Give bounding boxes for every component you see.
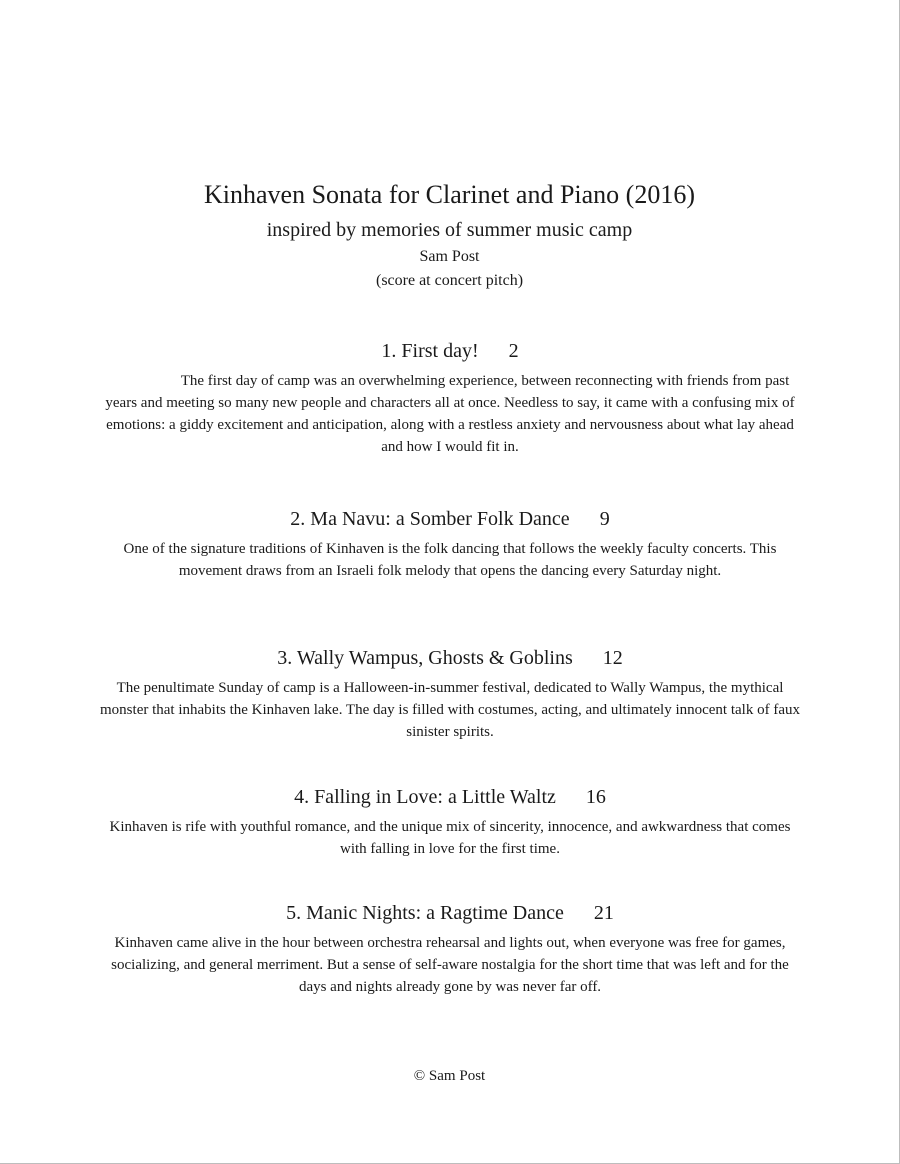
movement-description: The first day of camp was an overwhelming experience, between reconnecting with friends from past years and meeting so many new people and characters all at once. Needless to say, it came with a confusing mix of emotions: a giddy excitement and anticipation, along with a restless anxiety and nervousness about what lay ahead and how I would fit in.	[105, 373, 795, 455]
subtitle: inspired by memories of summer music camp	[266, 219, 633, 241]
movement-description: Kinhaven came alive in the hour between orchestra rehearsal and lights out, when everyone was free for games, socializing, and general merriment. But a sense of self-aware nostalgia for the short time that was left and for the days and nights already gone by was never far off.	[111, 935, 789, 995]
movement-description: One of the signature traditions of Kinhaven is the folk dancing that follows the weekly faculty concerts. This movement draws from an Israeli folk melody that opens the dancing every Saturday night.	[123, 541, 777, 579]
movement-5	[100, 900, 800, 998]
movement-title: 1. First day!	[381, 340, 479, 362]
movement-description: Kinhaven is rife with youthful romance, and the unique mix of sincerity, innocence, and awkwardness that comes with falling in love for the first time.	[109, 819, 791, 857]
movement-page-number: 16	[585, 786, 606, 808]
movement-heading	[100, 784, 800, 810]
page-title: Kinhaven Sonata for Clarinet and Piano (2016)	[204, 180, 695, 209]
pitch-note: (score at concert pitch)	[375, 272, 524, 289]
title-block	[0, 178, 899, 292]
movement-heading	[100, 506, 800, 532]
copyright-notice: © Sam Post	[413, 1068, 486, 1084]
composer-name: Sam Post	[419, 248, 480, 265]
movement-heading	[100, 900, 800, 926]
movement-title: 3. Wally Wampus, Ghosts & Goblins	[277, 647, 573, 669]
movement-heading	[100, 645, 800, 671]
movement-1	[100, 338, 800, 458]
movement-title: 2. Ma Navu: a Somber Folk Dance	[290, 508, 570, 530]
movement-title: 5. Manic Nights: a Ragtime Dance	[286, 902, 564, 924]
movement-page-number: 2	[508, 340, 519, 362]
movement-heading	[100, 338, 800, 364]
movement-page-number: 12	[602, 647, 623, 669]
movement-page-number: 21	[593, 902, 614, 924]
movement-description: The penultimate Sunday of camp is a Halloween-in-summer festival, dedicated to Wally Wampus, the mythical monster that inhabits the Kinhaven lake. The day is filled with costumes, acting, and ultimately innocent talk of faux sinister spirits.	[100, 680, 800, 740]
movement-title: 4. Falling in Love: a Little Waltz	[294, 786, 556, 808]
movement-3	[100, 645, 800, 743]
movement-4	[100, 784, 800, 860]
movement-page-number: 9	[599, 508, 610, 530]
movement-2	[100, 506, 800, 582]
